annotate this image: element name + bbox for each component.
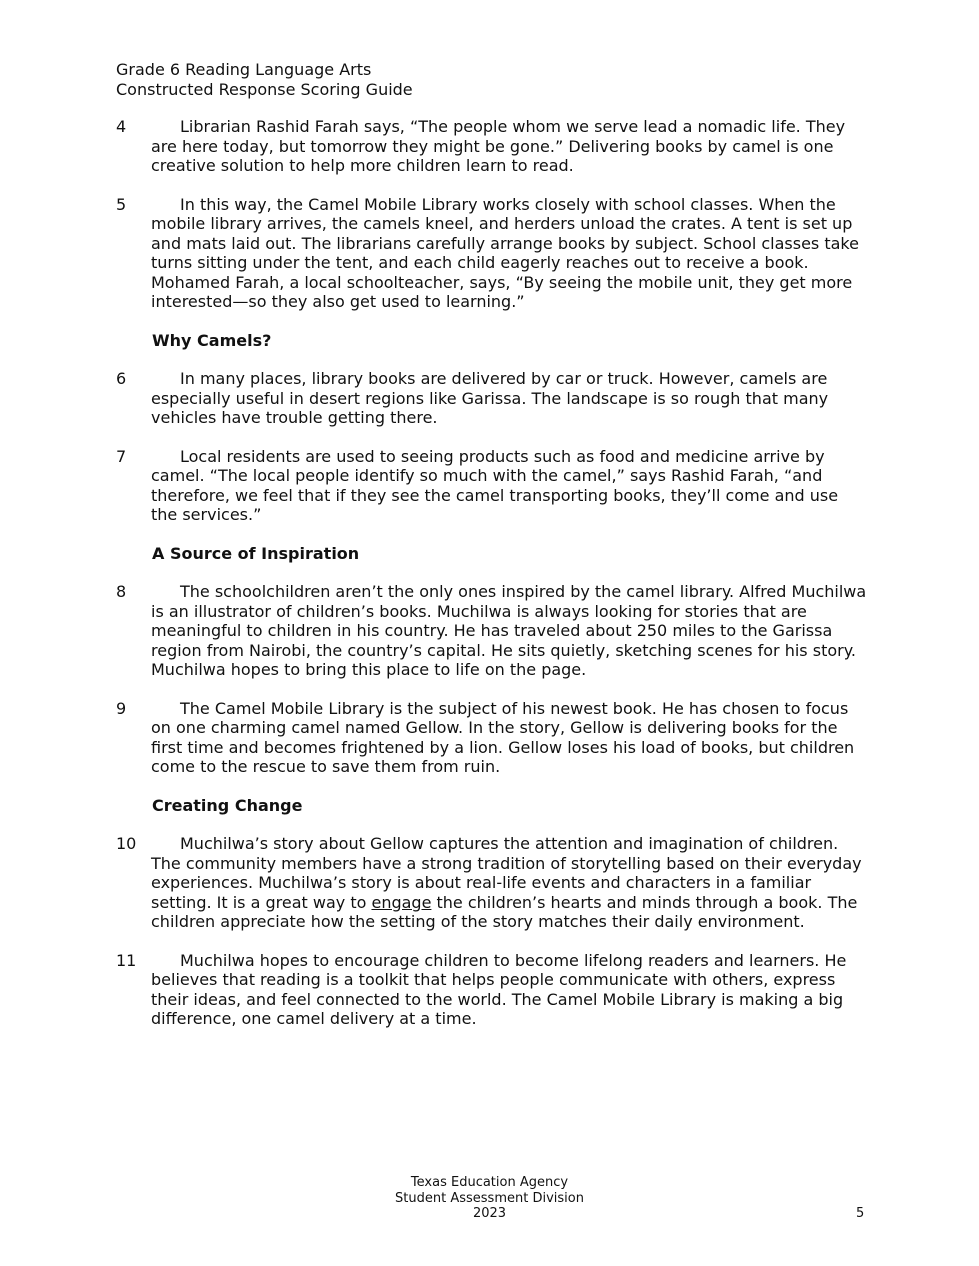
paragraph-text-part: the children’s hearts and minds through a book. The children appreciate how the setting of the story matches their daily environment. [151,892,858,931]
paragraph-7 [116,447,868,525]
paragraph-text: The Camel Mobile Library is the subject of his newest book. He has chosen to focus on one charming camel named Gellow. In the story, Gellow is delivering books for the first time and becomes frightened by a lion. Gellow loses his load of books, but children come to the rescue to save them from ruin. [151,698,855,776]
paragraph-number: 5 [116,194,127,214]
section-heading-source-of-inspiration: A Source of Inspiration [152,543,360,563]
page-header [116,60,413,99]
paragraph-number: 11 [116,950,137,970]
paragraph-number: 4 [116,117,127,136]
footer-division: Student Assessment Division [395,1190,584,1206]
paragraph-number: 8 [116,582,127,601]
paragraph-text: Muchilwa hopes to encourage children to become lifelong readers and learners. He believes that reading is a toolkit that helps people communicate with others, express their ideas, and feel connected to the world. The Camel Mobile Library is making a big difference, one camel delivery at a time. [151,950,847,1028]
section-heading-why-camels: Why Camels? [152,330,272,350]
paragraph-text [151,834,868,932]
paragraph-text: The schoolchildren aren’t the only ones inspired by the camel library. Alfred Muchilwa is an illustrator of children’s books. Muchilwa is always looking for stories that are meaningful to children in his country. He has traveled about 250 miles to the Garissa region from Nairobi, the country’s capital. He sits quietly, sketching scenes for his story. Muchilwa hopes to bring this place to life on the page. [151,582,867,679]
paragraph-number: 9 [116,698,127,718]
passage-body [116,117,868,1048]
page-footer [0,1175,979,1222]
header-subject: Grade 6 Reading Language Arts [116,60,372,79]
paragraph-number: 7 [116,446,127,466]
header-title: Constructed Response Scoring Guide [116,79,413,99]
paragraph-6 [116,369,868,428]
paragraph-8 [116,582,868,680]
paragraph-10 [116,834,868,932]
page-number: 5 [856,1206,865,1221]
footer-year: 2023 [472,1206,507,1221]
paragraph-text: In many places, library books are delivered by car or truck. However, camels are especially useful in desert regions like Garissa. The landscape is so rough that many vehicles have trouble getting there. [151,369,829,427]
paragraph-text: Local residents are used to seeing products such as food and medicine arrive by camel. “The local people identify so much with the camel,” says Rashid Farah, “and therefore, we feel that if they see the camel transporting books, they’ll come and use the services.” [151,446,839,524]
paragraph-9 [116,699,868,777]
paragraph-11 [116,951,868,1029]
paragraph-text: Librarian Rashid Farah says, “The people whom we serve lead a nomadic life. They are here today, but tomorrow they might be gone.” Delivering books by camel is one creative solution to help more children learn to read. [151,117,846,175]
paragraph-4 [116,117,868,176]
paragraph-5 [116,195,868,312]
footer-agency: Texas Education Agency [410,1175,569,1190]
paragraph-number: 6 [116,369,127,388]
underlined-word-engage: engage [371,892,432,912]
section-heading-creating-change: Creating Change [152,795,303,815]
paragraph-text: In this way, the Camel Mobile Library works closely with school classes. When the mobile library arrives, the camels kneel, and herders unload the crates. A tent is set up and mats laid out. The librarians carefully arrange books by subject. School classes take turns sitting under the tent, and each child eagerly reaches out to receive a book. Mohamed Farah, a local schoolteacher, says, “By seeing the mobile unit, they get more interested—so they also get used to learning.” [151,194,859,311]
paragraph-number: 10 [116,834,137,853]
paragraph-text-part: Muchilwa’s story about Gellow captures the attention and imagination of children. The community members have a strong tradition of storytelling based on their everyday experiences. Muchilwa’s story is about real-life events and characters in a familiar setting. It is a great way to [151,834,862,912]
